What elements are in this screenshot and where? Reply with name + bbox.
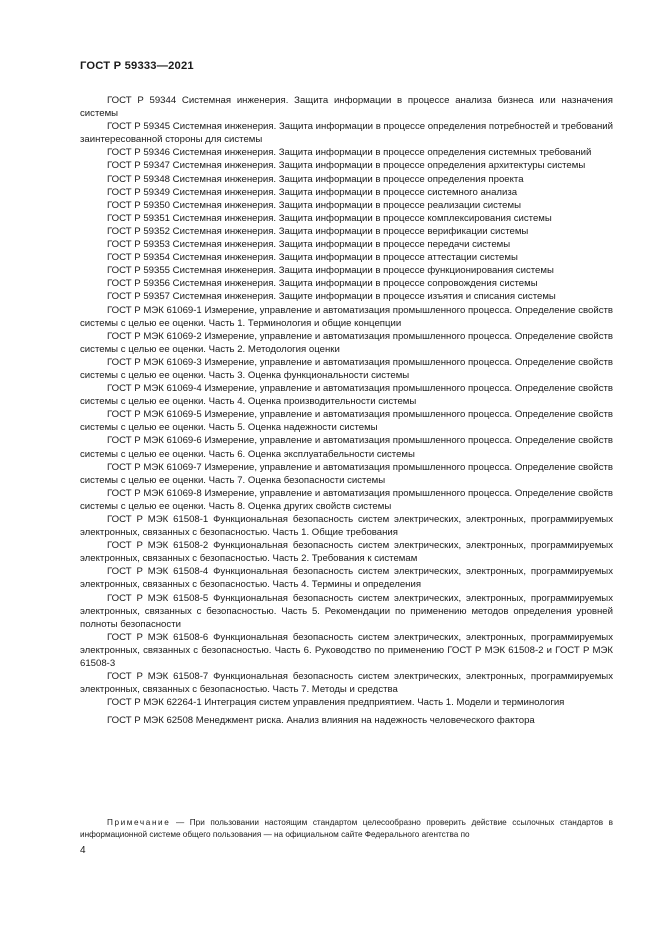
reference-item: ГОСТ Р МЭК 61069-7 Измерение, управление и автоматизация промышленного процесса. Определение свойств системы с целью ее оценки. Часть 7. Оценка безопасности системы xyxy=(80,461,613,486)
reference-item: ГОСТ Р 59353 Системная инженерия. Защита информации в процессе передачи системы xyxy=(107,239,511,251)
reference-item: ГОСТ Р МЭК 61069-6 Измерение, управление и автоматизация промышленного процесса. Определение свойств системы с целью ее оценки. Часть 6. Оценка эксплуатабельности системы xyxy=(80,435,613,460)
page-number: 4 xyxy=(80,845,86,856)
reference-item: ГОСТ Р 59347 Системная инженерия. Защита информации в процессе определения архитектуры системы xyxy=(107,160,586,172)
reference-item: ГОСТ Р МЭК 61069-4 Измерение, управление и автоматизация промышленного процесса. Определение свойств системы с целью ее оценки. Часть 4. Оценка производительности системы xyxy=(80,383,613,408)
reference-item: ГОСТ Р МЭК 61069-5 Измерение, управление и автоматизация промышленного процесса. Определение свойств системы с целью ее оценки. Часть 5. Оценка надежности системы xyxy=(80,409,613,434)
reference-item: ГОСТ Р МЭК 61069-3 Измерение, управление и автоматизация промышленного процесса. Определение свойств системы с целью ее оценки. Часть 3. Оценка функциональности системы xyxy=(80,356,613,381)
reference-item: ГОСТ Р 59354 Системная инженерия. Защита информации в процессе аттестации системы xyxy=(107,252,518,264)
document-header: ГОСТ Р 59333—2021 xyxy=(80,60,194,72)
reference-item: ГОСТ Р МЭК 62508 Менеджмент риска. Анализ влияния на надежность человеческого фактора xyxy=(107,715,535,727)
note-paragraph xyxy=(80,817,613,841)
reference-item: ГОСТ Р МЭК 61069-1 Измерение, управление и автоматизация промышленного процесса. Определение свойств системы с целью ее оценки. Часть 1. Терминология и общие концепции xyxy=(80,304,613,329)
reference-item: ГОСТ Р МЭК 61508-2 Функциональная безопасность систем электрических, электронных, программируемых электронных, связанных с безопасностью. Часть 2. Требования к системам xyxy=(80,540,613,565)
reference-item: ГОСТ Р 59351 Системная инженерия. Защита информации в процессе комплексирования системы xyxy=(107,212,552,224)
reference-item: ГОСТ Р МЭК 61508-7 Функциональная безопасность систем электрических, электронных, программируемых электронных, связанных с безопасностью. Часть 7. Методы и средства xyxy=(80,671,613,696)
reference-item: ГОСТ Р 59346 Системная инженерия. Защита информации в процессе определения системных требований xyxy=(107,147,592,159)
reference-item: ГОСТ Р МЭК 62264-1 Интеграция систем управления предприятием. Часть 1. Модели и терминология xyxy=(107,697,565,709)
note-label: Примечание xyxy=(107,818,171,827)
reference-item: ГОСТ Р 59357 Системная инженерия. Защите информации в процессе изъятия и списания системы xyxy=(107,291,556,303)
reference-item: ГОСТ Р 59355 Системная инженерия. Защита информации в процессе функционирования системы xyxy=(107,265,554,277)
reference-item: ГОСТ Р МЭК 61508-5 Функциональная безопасность систем электрических, электронных, программируемых электронных, связанных с безопасностью. Часть 5. Рекомендации по применению методов определения уровней полноты безопасности xyxy=(80,592,613,630)
reference-item: ГОСТ Р МЭК 61069-8 Измерение, управление и автоматизация промышленного процесса. Определение свойств системы с целью ее оценки. Часть 8. Оценка других свойств системы xyxy=(80,487,613,512)
reference-item: ГОСТ Р 59350 Системная инженерия. Защита информации в процессе реализации системы xyxy=(107,199,522,211)
reference-item: ГОСТ Р 59349 Системная инженерия. Защита информации в процессе системного анализа xyxy=(107,186,518,198)
normative-references-list xyxy=(80,94,613,728)
reference-item: ГОСТ Р 59356 Системная инженерия. Защита информации в процессе сопровождения системы xyxy=(107,278,538,290)
note-block xyxy=(80,817,613,841)
reference-item: ГОСТ Р 59352 Системная инженерия. Защита информации в процессе верификации системы xyxy=(107,225,529,237)
reference-item: ГОСТ Р МЭК 61508-6 Функциональная безопасность систем электрических, электронных, программируемых электронных, связанных с безопасностью. Часть 6. Руководство по применению ГОСТ Р МЭК 61508-2 и ГОСТ Р МЭК 61508-3 xyxy=(80,631,613,670)
reference-item: ГОСТ Р МЭК 61508-1 Функциональная безопасность систем электрических, электронных, программируемых электронных, связанных с безопасностью. Часть 1. Общие требования xyxy=(80,514,613,539)
reference-item: ГОСТ Р МЭК 61069-2 Измерение, управление и автоматизация промышленного процесса. Определение свойств системы с целью ее оценки. Часть 2. Методология оценки xyxy=(80,330,613,355)
reference-item: ГОСТ Р 59345 Системная инженерия. Защита информации в процессе определения потребностей и требований заинтересованной стороны для системы xyxy=(80,121,613,146)
note-text: — При пользовании настоящим стандартом целесообразно проверить действие ссылочных стандартов в информационной системе общего пользования — на официальном сайте Федерального агентства по xyxy=(80,818,613,839)
reference-item: ГОСТ Р 59348 Системная инженерия. Защита информации в процессе определения проекта xyxy=(107,173,524,185)
reference-item: ГОСТ Р МЭК 61508-4 Функциональная безопасность систем электрических, электронных, программируемых электронных, связанных с безопасностью. Часть 4. Термины и определения xyxy=(80,566,613,591)
reference-item: ГОСТ Р 59344 Системная инженерия. Защита информации в процессе анализа бизнеса или назначения системы xyxy=(80,95,613,120)
